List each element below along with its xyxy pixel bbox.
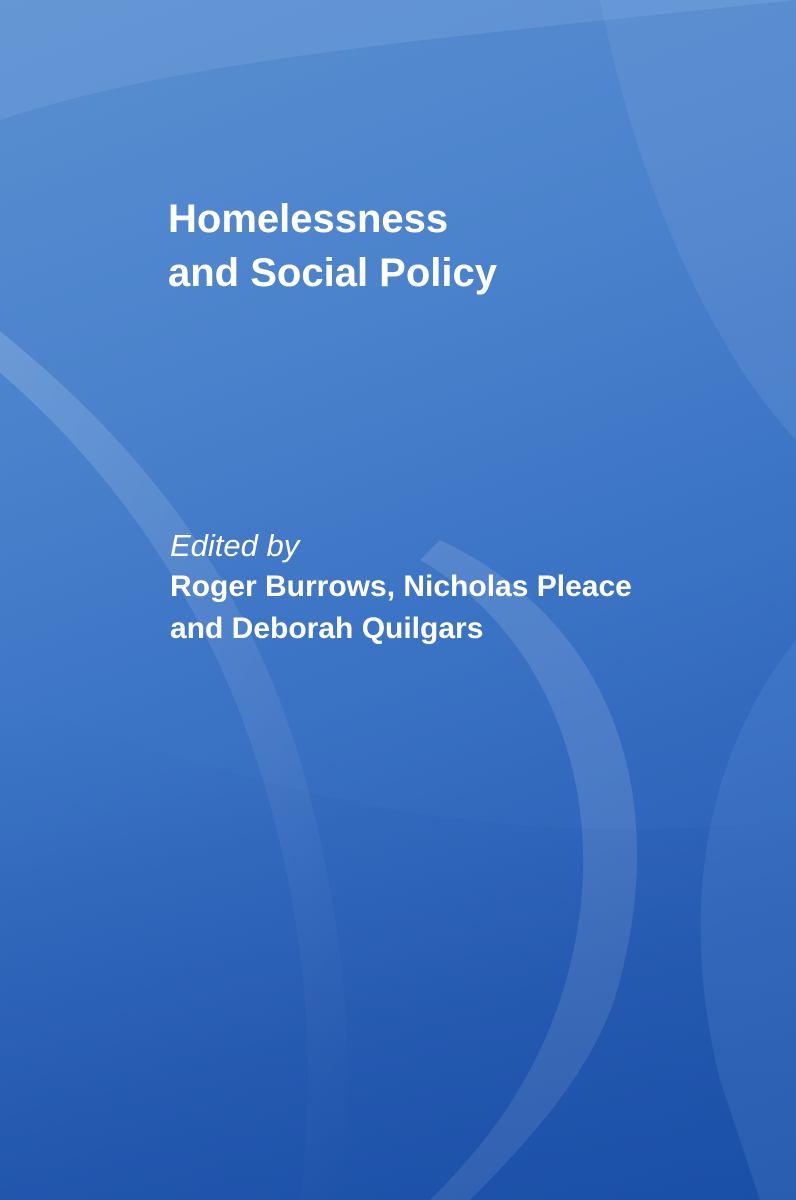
editor-names-line-2: and Deborah Quilgars [170,612,484,645]
edited-by-label: Edited by [170,528,300,563]
book-title [168,192,497,300]
book-title-line-2: and Social Policy [168,251,498,295]
editors-section [170,526,632,650]
editor-names-line-1: Roger Burrows, Nicholas Pleace [170,570,632,603]
book-title-line-1: Homelessness [168,197,449,241]
